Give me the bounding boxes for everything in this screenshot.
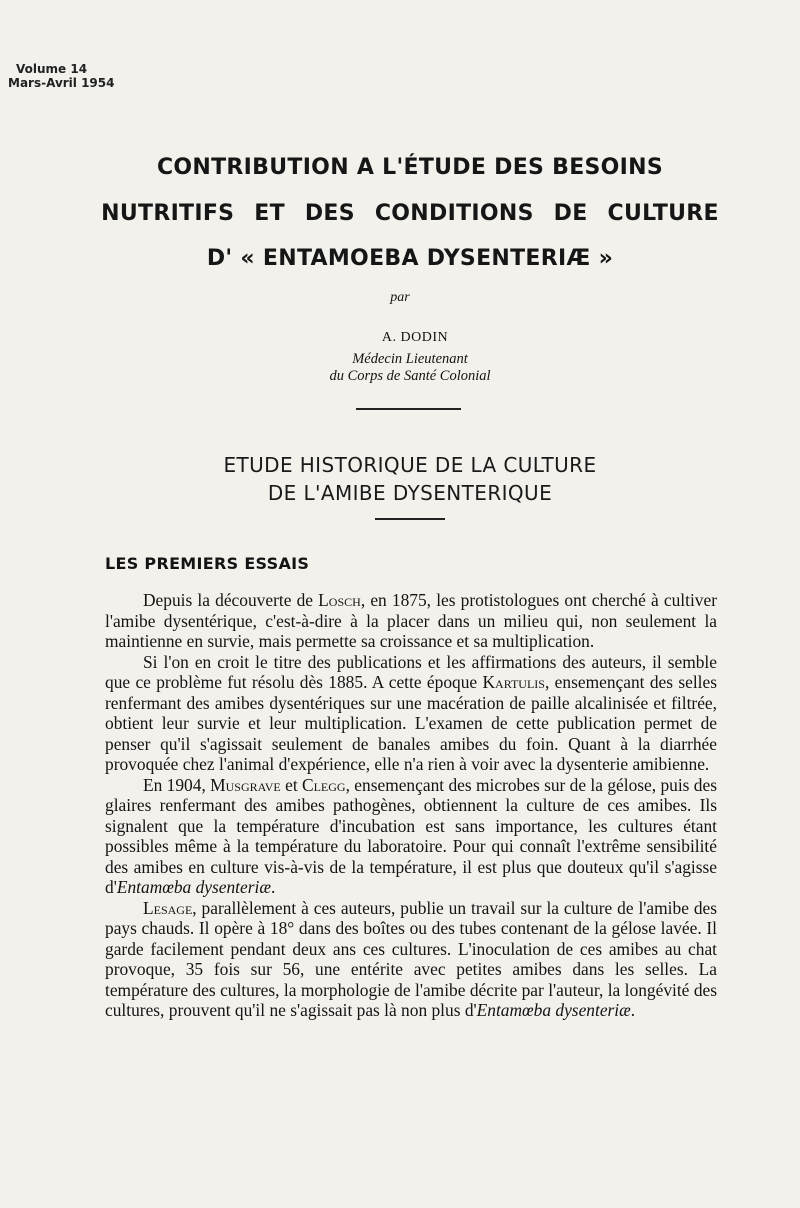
title-divider xyxy=(356,408,461,410)
author-affiliation-2: du Corps de Santé Colonial xyxy=(329,368,491,384)
paragraph-1: Depuis la découverte de Losch, en 1875, les protistologues ont cherché à cultiver l'amibe dysentérique, c'est-à-dire à la placer dans un milieu qui, non seulement la maintienne en survie, mais permette sa croissance et sa multiplication. xyxy=(105,590,717,651)
author-citation: Kartulis xyxy=(482,672,545,692)
section-divider xyxy=(375,518,445,520)
article-title-line-3: D' « ENTAMOEBA DYSENTERIÆ » xyxy=(206,246,614,271)
section-title-line-1: ETUDE HISTORIQUE DE LA CULTURE xyxy=(223,453,597,477)
species-name: Entamœba dysenteriæ xyxy=(116,877,271,897)
subsection-heading: LES PREMIERS ESSAIS xyxy=(105,554,310,573)
volume-label: Volume 14 xyxy=(16,62,88,76)
section-title-line-2: DE L'AMIBE DYSENTERIQUE xyxy=(267,481,553,505)
article-title-line-1: CONTRIBUTION A L'ÉTUDE DES BESOINS xyxy=(156,155,664,180)
author-affiliation-1: Médecin Lieutenant xyxy=(352,351,468,367)
paragraph-2: Si l'on en croit le titre des publications et les affirmations des auteurs, il semble que ce problème fut résolu dès 1885. A cette époque Kartulis, ensemençant des selles renfermant des amibes dysentériques sur une macération de paille alcalinisée et filtrée, obtient leur survie et leur multiplication. L'examen de cette publication permet de penser qu'il s'agissait seulement de banales amibes du foin. Quant à la diarrhée provoquée chez l'animal d'expérience, elle n'a rien à voir avec la dysenterie amibienne. xyxy=(105,651,717,774)
journal-issue-header xyxy=(8,62,114,90)
author-citation: Clegg xyxy=(302,774,346,795)
author-citation: Lesage xyxy=(143,897,193,918)
article-title-line-2: NUTRITIFS ET DES CONDITIONS DE CULTURE xyxy=(101,201,719,226)
paragraph-3: En 1904, Musgrave et Clegg, ensemençant des microbes sur de la gélose, puis des glaires renfermant des amibes pathogènes, obtiennent la culture de ces amibes. Ils signalent que la température d'incubation est sans importance, les cultures étant possibles même à la température du laboratoire. Pour qui connaît l'extrême sensibilité des amibes en culture vis-à-vis de la température, il est plus que douteux qu'il s'agisse d'Entamœba dysenteriæ. xyxy=(105,774,717,897)
byline-par: par xyxy=(390,290,410,305)
issue-date: Mars-Avril 1954 xyxy=(8,76,115,90)
paragraph-4: Lesage, parallèlement à ces auteurs, publie un travail sur la culture de l'amibe des pays chauds. Il opère à 18° dans des boîtes ou des tubes contenant de la gélose lavée. Il garde facilement pendant deux ans ces cultures. L'inoculation de ces amibes au chat provoque, 35 fois sur 56, une entérite avec petites amibes dans les selles. La température des cultures, la morphologie de l'amibe décrite par l'auteur, la longévité des cultures, prouvent qu'il ne s'agissait pas là non plus d'Entamœba dysenteriæ. xyxy=(105,897,717,1020)
author-name: A. DODIN xyxy=(381,330,449,345)
author-citation: Musgrave xyxy=(210,774,281,795)
species-name: Entamœba dysenteriæ xyxy=(476,1000,631,1020)
author-citation: Losch xyxy=(318,590,361,610)
article-body xyxy=(105,590,717,1021)
